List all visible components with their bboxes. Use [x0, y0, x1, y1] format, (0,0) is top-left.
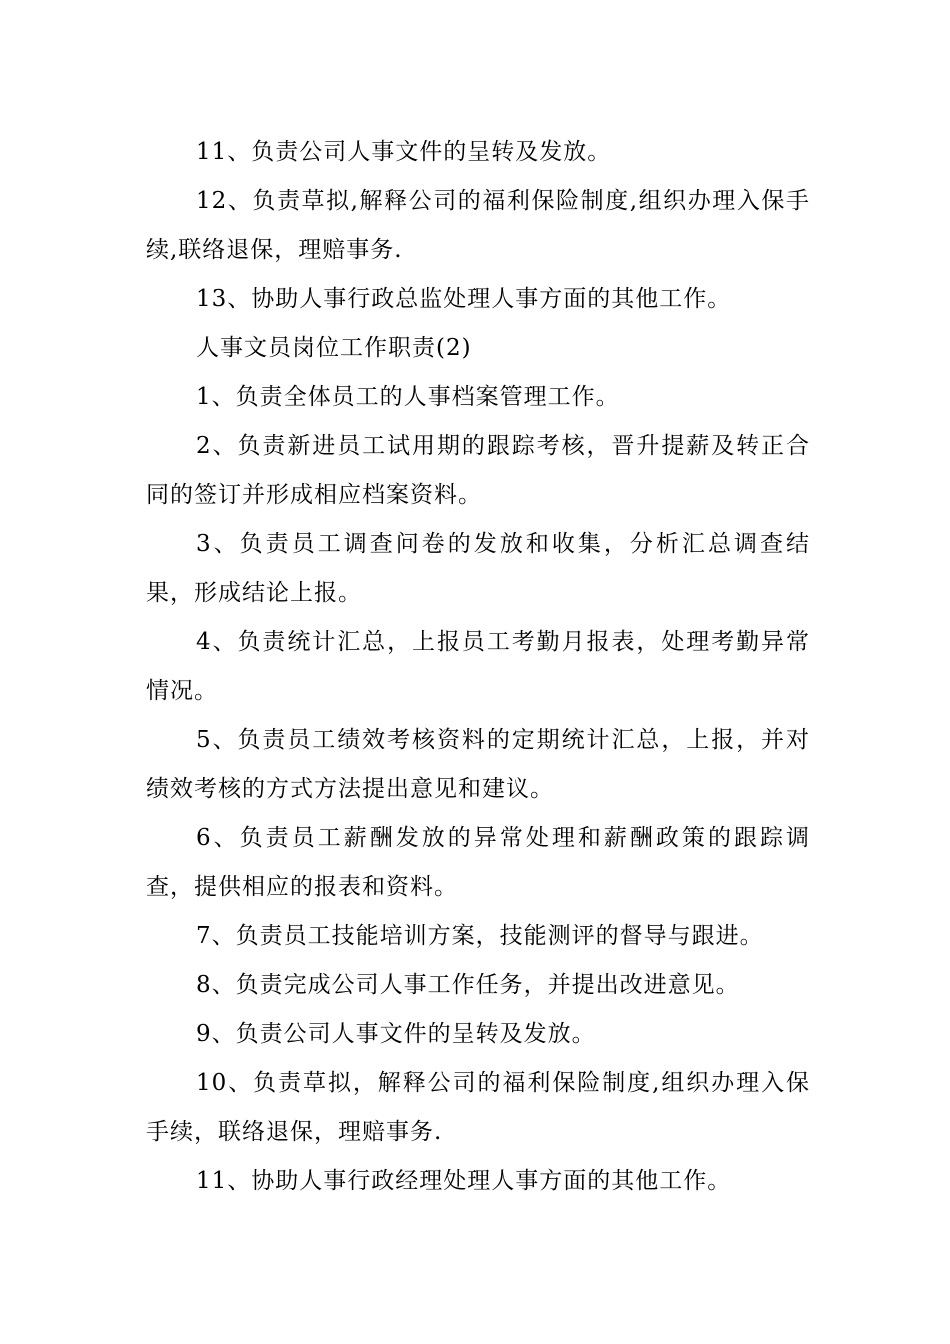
paragraph-item-10: 10、负责草拟，解释公司的福利保险制度,组织办理入保手续，联络退保，理赔事务.	[146, 1070, 810, 1145]
paragraph-item-7: 7、负责员工技能培训方案，技能测评的督导与跟进。	[196, 923, 764, 949]
paragraph-item-13-prev: 13、协助人事行政总监处理人事方面的其他工作。	[196, 286, 732, 312]
paragraph-item-1: 1、负责全体员工的人事档案管理工作。	[196, 384, 620, 410]
paragraph-item-5: 5、负责员工绩效考核资料的定期统计汇总，上报，并对绩效考核的方式方法提出意见和建议。	[146, 727, 810, 802]
section-heading: 人事文员岗位工作职责(2)	[196, 335, 472, 361]
paragraph-item-6: 6、负责员工薪酬发放的异常处理和薪酬政策的跟踪调查，提供相应的报表和资料。	[146, 825, 810, 900]
paragraph-item-11-prev: 11、负责公司人事文件的呈转及发放。	[196, 139, 612, 165]
paragraph-item-3: 3、负责员工调查问卷的发放和收集，分析汇总调查结果，形成结论上报。	[146, 531, 810, 606]
paragraph-item-12-prev: 12、负责草拟,解释公司的福利保险制度,组织办理入保手续,联络退保，理赔事务.	[146, 188, 810, 263]
paragraph-item-2: 2、负责新进员工试用期的跟踪考核，晋升提薪及转正合同的签订并形成相应档案资料。	[146, 433, 810, 508]
paragraph-item-11: 11、协助人事行政经理处理人事方面的其他工作。	[196, 1168, 732, 1194]
paragraph-item-9: 9、负责公司人事文件的呈转及发放。	[196, 1021, 596, 1047]
paragraph-item-8: 8、负责完成公司人事工作任务，并提出改进意见。	[196, 972, 740, 998]
paragraph-item-4: 4、负责统计汇总，上报员工考勤月报表，处理考勤异常情况。	[146, 629, 810, 704]
document-body	[146, 128, 810, 1206]
